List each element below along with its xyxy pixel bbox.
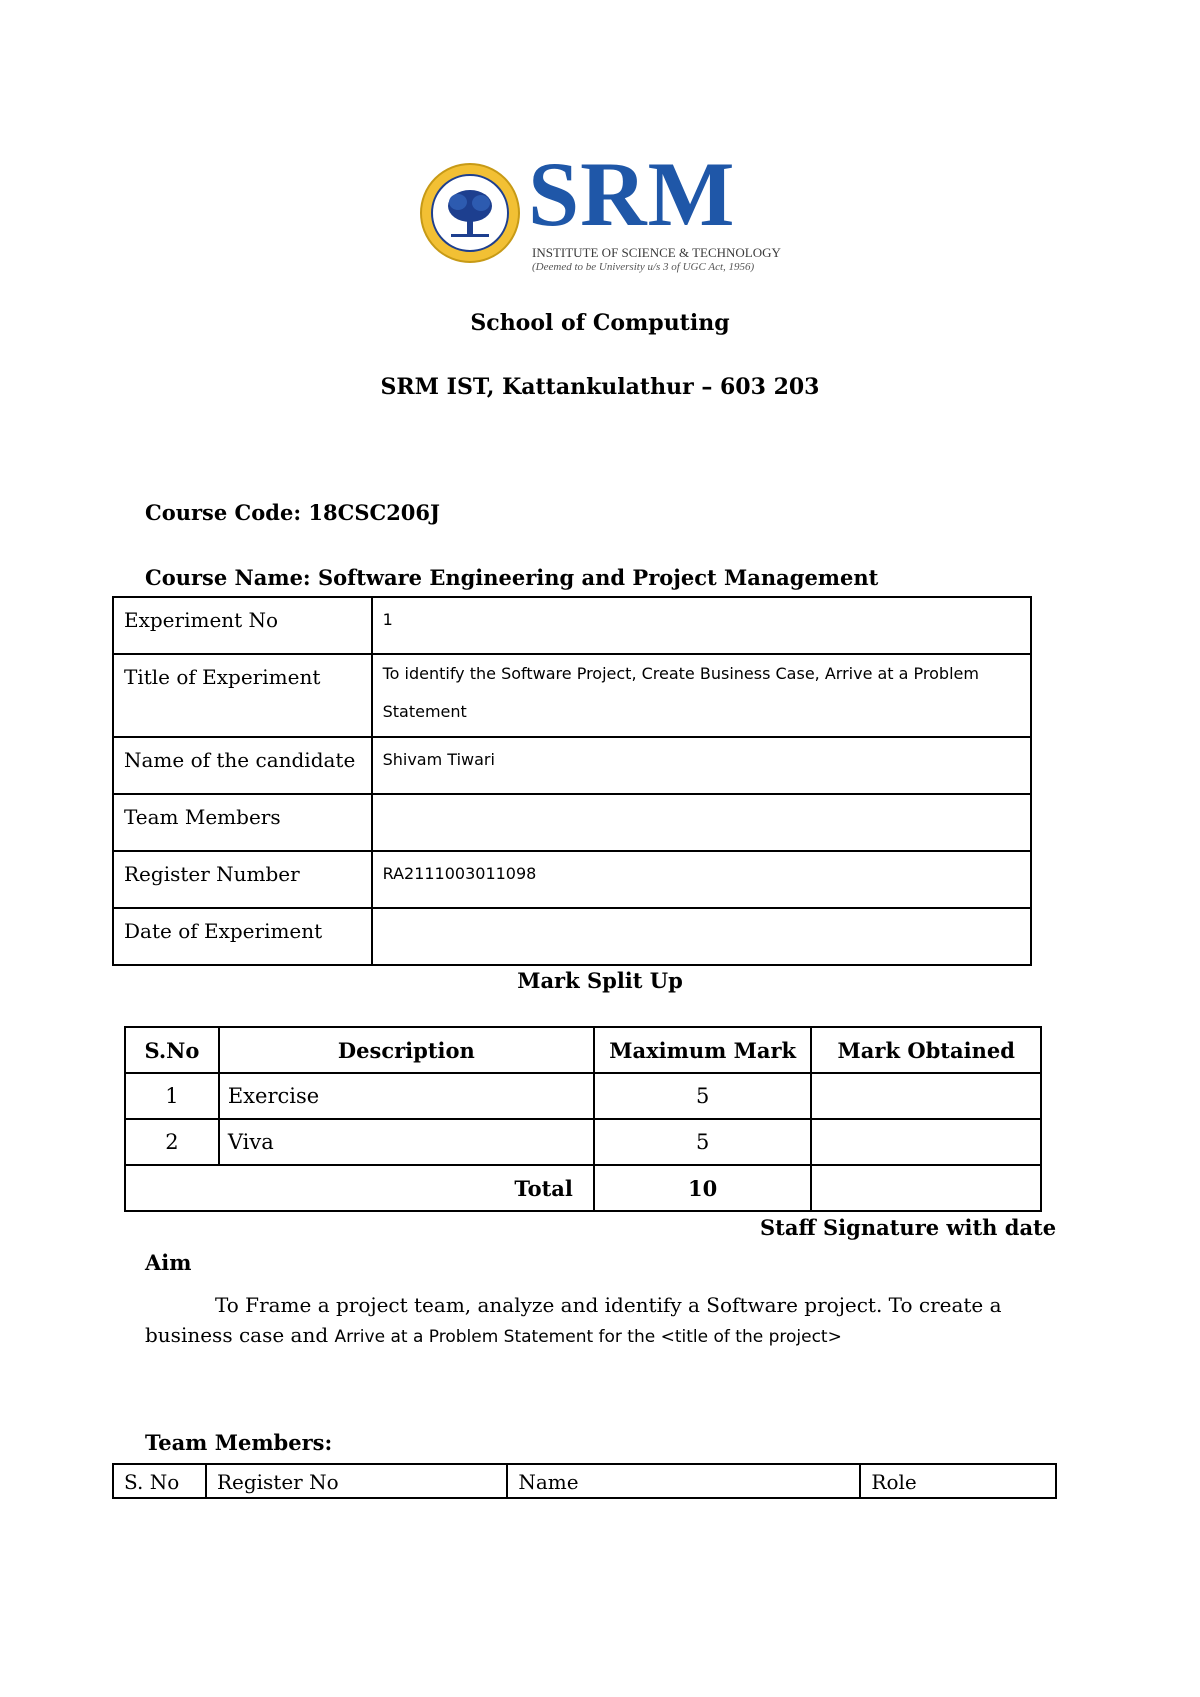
logo-wordmark: SRM xyxy=(528,143,736,245)
table-row xyxy=(125,1073,1041,1119)
table-row xyxy=(113,737,1031,794)
column-header: S.No xyxy=(125,1027,219,1073)
column-header: Maximum Mark xyxy=(594,1027,812,1073)
table-row xyxy=(113,851,1031,908)
info-value: Shivam Tiwari xyxy=(372,737,1031,794)
info-value xyxy=(372,908,1031,965)
school-heading: School of Computing xyxy=(470,310,730,336)
aim-text-part1: To Frame a project team, analyze and identify a Software project. To create a business case and xyxy=(145,1293,1002,1347)
table-row xyxy=(113,654,1031,737)
aim-heading: Aim xyxy=(145,1250,192,1275)
team-members-heading: Team Members: xyxy=(145,1430,333,1455)
staff-signature-label: Staff Signature with date xyxy=(760,1215,1057,1240)
srm-seal-emblem xyxy=(420,163,520,263)
experiment-info-table xyxy=(112,596,1032,966)
info-key: Experiment No xyxy=(113,597,372,654)
table-header-row xyxy=(125,1027,1041,1073)
description-cell: Viva xyxy=(219,1119,594,1165)
sno-cell: 2 xyxy=(125,1119,219,1165)
srm-logo xyxy=(420,143,781,273)
team-members-table xyxy=(112,1463,1057,1499)
info-value xyxy=(372,794,1031,851)
info-value: 1 xyxy=(372,597,1031,654)
course-code: Course Code: 18CSC206J xyxy=(145,500,440,525)
total-value: 10 xyxy=(594,1165,812,1211)
table-row xyxy=(113,794,1031,851)
total-label: Total xyxy=(125,1165,594,1211)
info-key: Name of the candidate xyxy=(113,737,372,794)
logo-tagline: (Deemed to be University u/s 3 of UGC Act, 1956) xyxy=(532,261,755,273)
mark-split-table xyxy=(124,1026,1042,1212)
info-value: To identify the Software Project, Create Business Case, Arrive at a Problem Statement xyxy=(372,654,1031,737)
info-key: Date of Experiment xyxy=(113,908,372,965)
table-row xyxy=(113,908,1031,965)
table-header-row xyxy=(113,1464,1056,1498)
tree-icon xyxy=(433,176,507,250)
info-key: Team Members xyxy=(113,794,372,851)
column-header: Mark Obtained xyxy=(811,1027,1041,1073)
mark-obtained-cell xyxy=(811,1119,1041,1165)
description-cell: Exercise xyxy=(219,1073,594,1119)
info-key: Register Number xyxy=(113,851,372,908)
column-header: Description xyxy=(219,1027,594,1073)
table-row xyxy=(113,597,1031,654)
column-header: S. No xyxy=(113,1464,206,1498)
sno-cell: 1 xyxy=(125,1073,219,1119)
column-header: Name xyxy=(507,1464,860,1498)
table-row xyxy=(125,1119,1041,1165)
mark-obtained-cell xyxy=(811,1073,1041,1119)
aim-text xyxy=(145,1290,1065,1352)
aim-text-part2: Arrive at a Problem Statement for the <title of the project> xyxy=(334,1327,842,1347)
max-mark-cell: 5 xyxy=(594,1119,812,1165)
info-value: RA2111003011098 xyxy=(372,851,1031,908)
course-name: Course Name: Software Engineering and Project Management xyxy=(145,565,879,590)
mark-split-heading: Mark Split Up xyxy=(517,968,683,993)
logo-subtitle: INSTITUTE OF SCIENCE & TECHNOLOGY xyxy=(532,245,781,260)
max-mark-cell: 5 xyxy=(594,1073,812,1119)
address-heading: SRM IST, Kattankulathur – 603 203 xyxy=(380,374,820,400)
total-row xyxy=(125,1165,1041,1211)
column-header: Register No xyxy=(206,1464,507,1498)
total-obtained-cell xyxy=(811,1165,1041,1211)
info-key: Title of Experiment xyxy=(113,654,372,737)
column-header: Role xyxy=(860,1464,1056,1498)
